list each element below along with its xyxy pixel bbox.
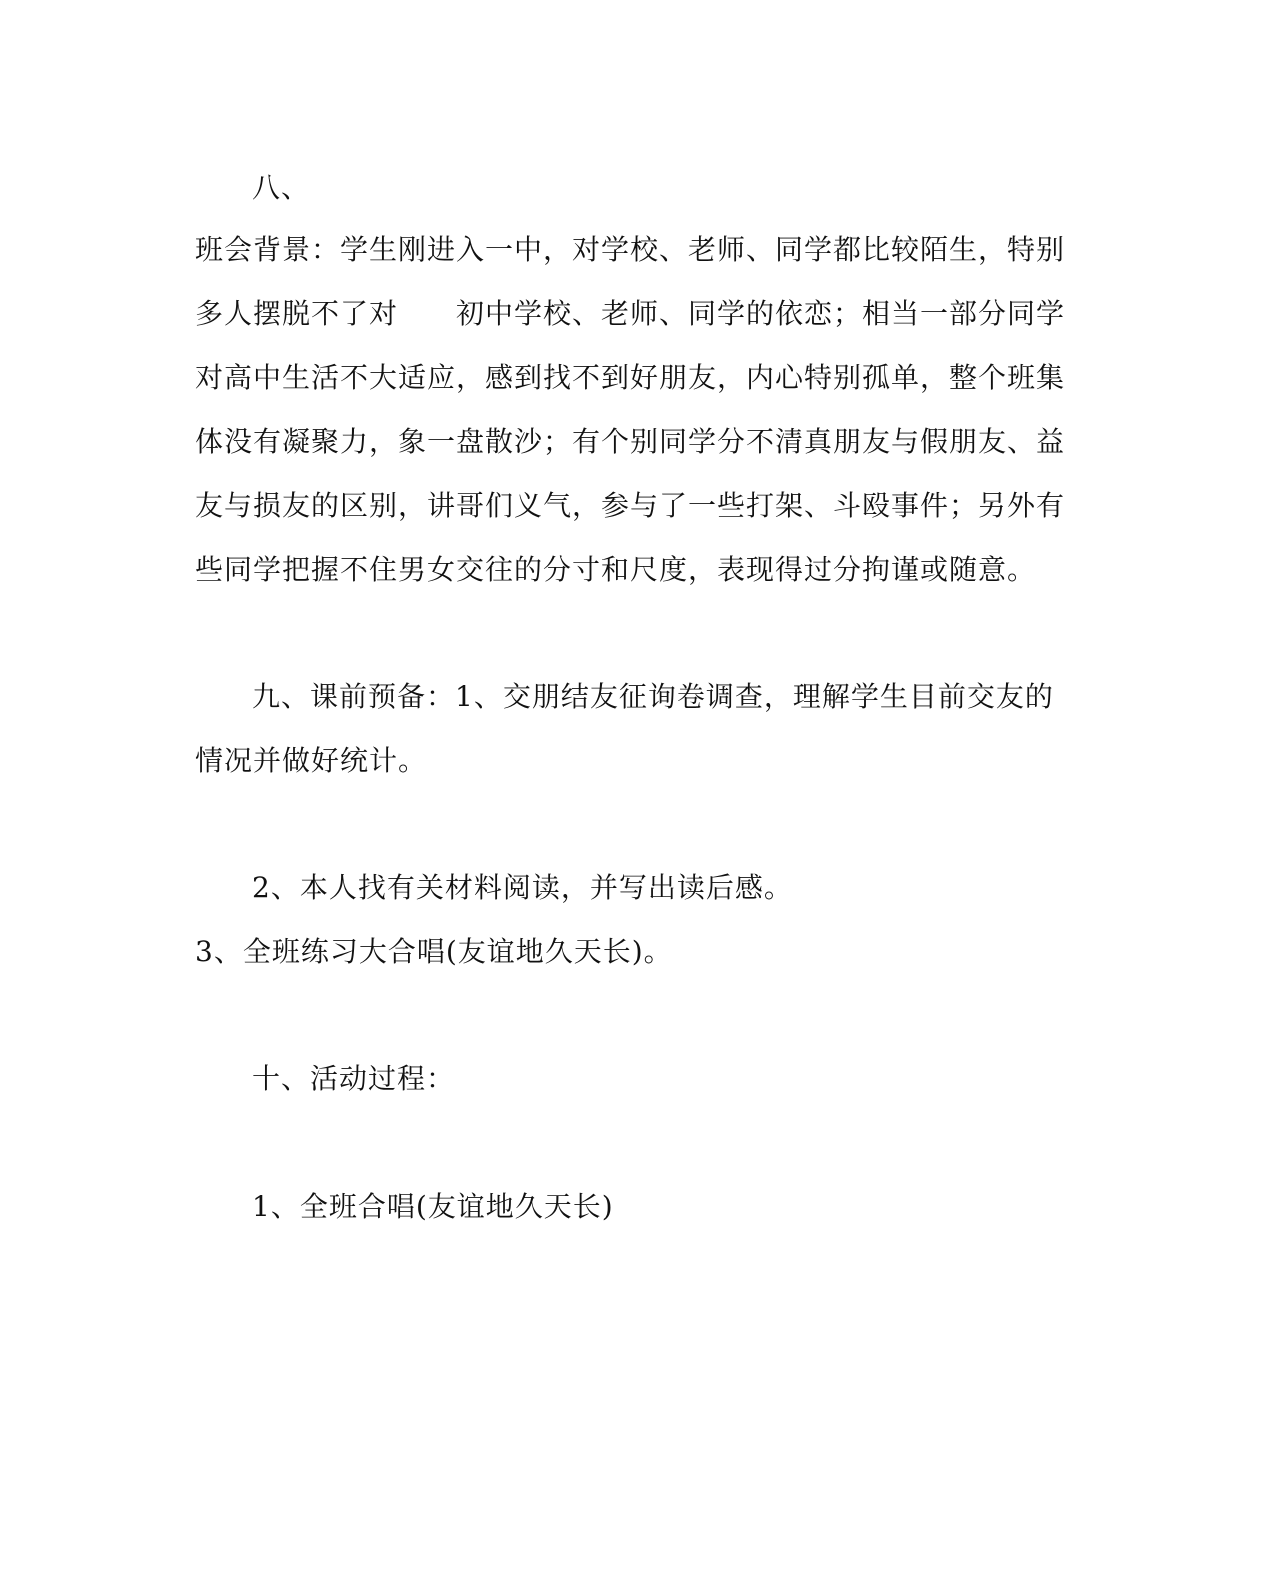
background-paragraph-line-1: 班会背景：学生刚进入一中，对学校、老师、同学都比较陌生，特别 — [195, 233, 1066, 266]
background-paragraph-line-4: 体没有凝聚力，象一盘散沙；有个别同学分不清真朋友与假朋友、益 — [195, 425, 1066, 458]
background-paragraph-line-6: 些同学把握不住男女交往的分寸和尺度，表现得过分拘谨或随意。 — [195, 553, 1037, 586]
background-paragraph-line-2 — [195, 294, 1065, 334]
background-line-2-part-b: 初中学校、老师、同学的依恋；相当一部分同学 — [456, 297, 1066, 330]
preparation-line-1: 九、课前预备：1、交朋结友征询卷调查，理解学生目前交友的 — [252, 680, 1054, 713]
process-heading: 十、活动过程： — [252, 1062, 456, 1095]
preparation-item-3: 3、全班练习大合唱(友谊地久天长)。 — [195, 935, 673, 968]
preparation-item-2: 2、本人找有关材料阅读，并写出读后感。 — [252, 871, 793, 904]
process-item-1: 1、全班合唱(友谊地久天长) — [252, 1190, 614, 1223]
preparation-line-2: 情况并做好统计。 — [195, 744, 428, 777]
background-paragraph-line-5: 友与损友的区别，讲哥们义气，参与了一些打架、斗殴事件；另外有 — [195, 489, 1066, 522]
background-paragraph-line-3: 对高中生活不大适应，感到找不到好朋友，内心特别孤单，整个班集 — [195, 361, 1066, 394]
section-heading-8: 八、 — [252, 171, 311, 204]
background-line-2-part-a: 多人摆脱不了对 — [195, 297, 399, 330]
